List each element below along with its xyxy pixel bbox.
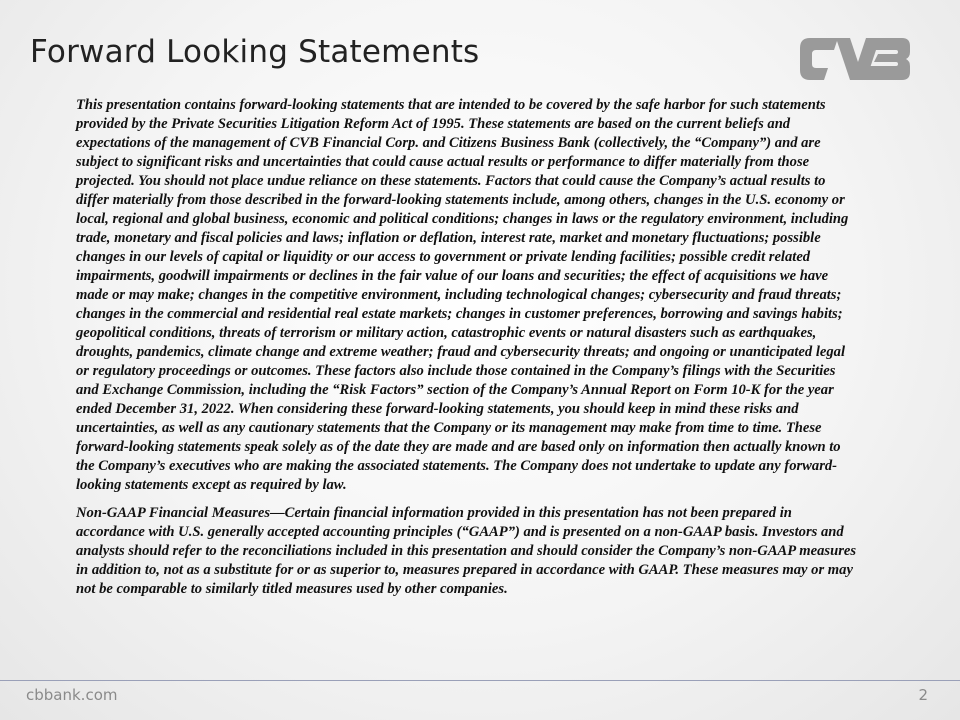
page-number: 2 [918, 686, 928, 704]
slide-title: Forward Looking Statements [30, 34, 480, 70]
disclaimer-body [76, 96, 858, 608]
cvb-logo [798, 36, 912, 82]
logo-letter-c [800, 38, 838, 80]
forward-looking-paragraph: This presentation contains forward-looking statements that are intended to be covered by the safe harbor for such statements provided by the Private Securities Litigation Reform Act of 1995. These statements are based on the current beliefs and expectations of the management of CVB Financial Corp. and Citizens Business Bank (collectively, the “Company”) and are subject to significant risks and uncertainties that could cause actual results or performance to differ materially from those projected. You should not place undue reliance on these statements. Factors that could cause the Company’s actual results to differ materially from those described in the forward-looking statements include, among others, changes in the U.S. economy or local, regional and global business, economic and political conditions; changes in laws or the regulatory environment, including trade, monetary and fiscal policies and laws; inflation or deflation, interest rate, market and monetary fluctuations; possible changes in our levels of capital or liquidity or our access to government or private lending facilities; possible credit related impairments, goodwill impairments or declines in the fair value of our loans and securities; the effect of acquisitions we have made or may make; changes in the competitive environment, including technological changes; cybersecurity and fraud threats; changes in the commercial and residential real estate markets; changes in customer preferences, borrowing and savings habits; geopolitical conditions, threats of terrorism or military action, catastrophic events or natural disasters such as earthquakes, droughts, pandemics, climate change and extreme weather; fraud and cybersecurity threats; and ongoing or unanticipated legal or regulatory proceedings or outcomes. These factors also include those contained in the Company’s filings with the Securities and Exchange Commission, including the “Risk Factors” section of the Company’s Annual Report on Form 10-K for the year ended December 31, 2022. When considering these forward-looking statements, you should keep in mind these risks and uncertainties, as well as any cautionary statements that the Company or its management may make from time to time. These forward-looking statements speak solely as of the date they are made and are based only on information then actually known to the Company’s executives who are making the associated statements. The Company does not undertake to update any forward-looking statements except as required by law. [76, 97, 849, 493]
non-gaap-paragraph: Non-GAAP Financial Measures—Certain financial information provided in this presentation has not been prepared in accordance with U.S. generally accepted accounting principles (“GAAP”) and is presented on a non-GAAP basis. Investors and analysts should refer to the reconciliations included in this presentation and should consider the Company’s non-GAAP measures in addition to, not as a substitute for or as superior to, measures prepared in accordance with GAAP. These measures may or may not be comparable to similarly titled measures used by other companies. [76, 505, 857, 597]
footer-divider [0, 680, 960, 681]
footer-website: cbbank.com [26, 686, 118, 704]
